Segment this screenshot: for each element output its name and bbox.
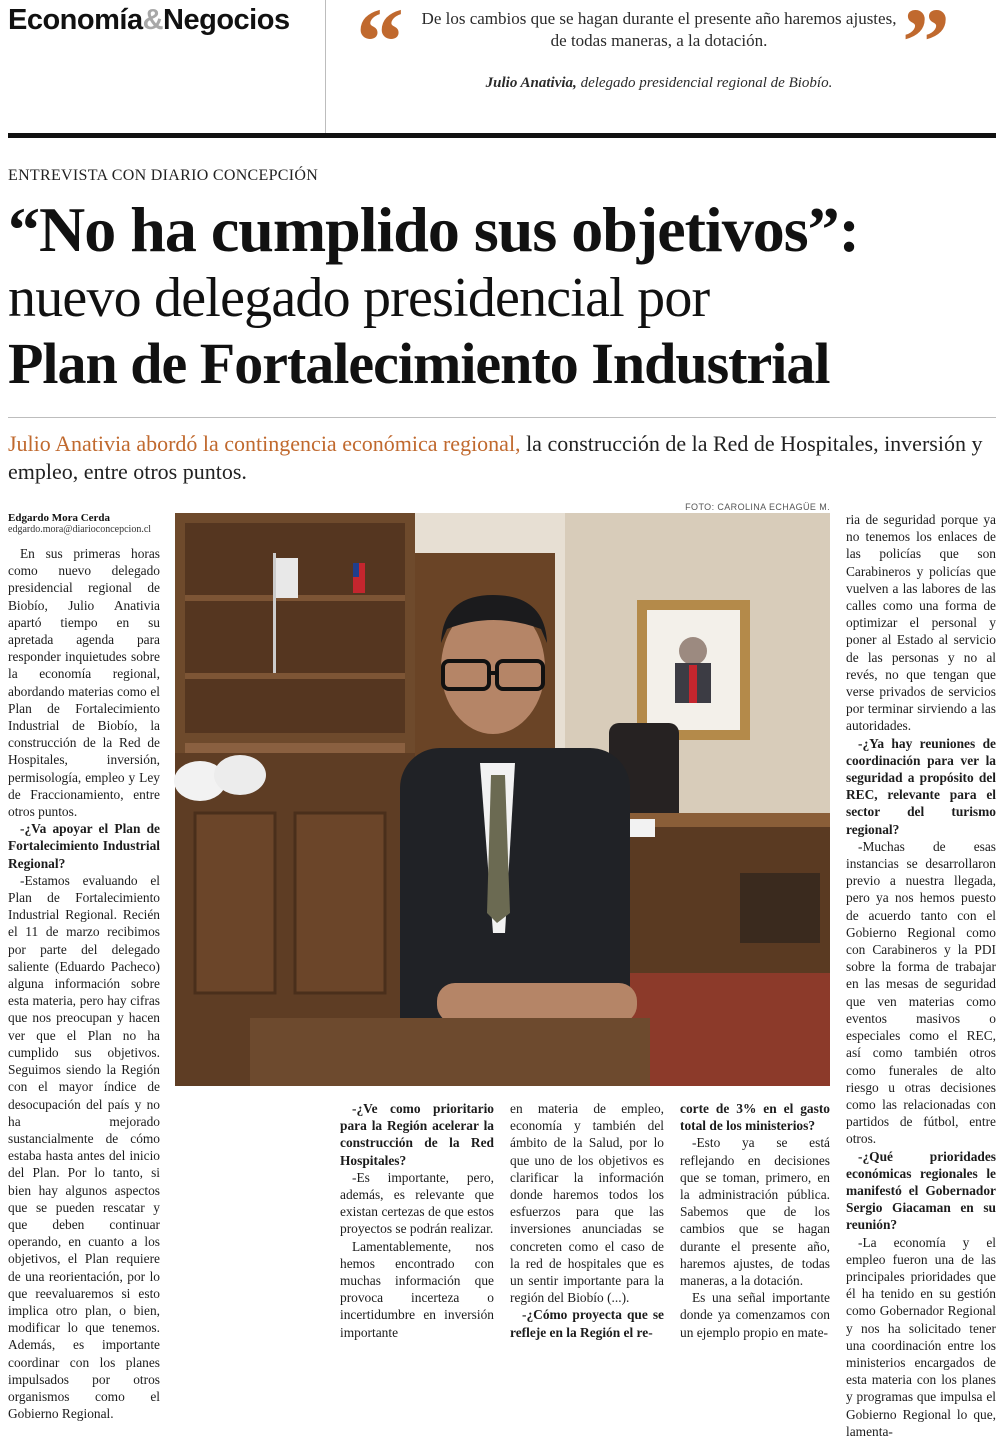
column-5 xyxy=(846,511,996,1440)
section-sub: Negocios xyxy=(163,4,290,36)
section-ampersand: & xyxy=(142,4,164,36)
pull-quote-author xyxy=(400,75,918,92)
deck-rule xyxy=(8,417,996,418)
column-1 xyxy=(8,545,160,1422)
quote-author-name: Julio Anativia, xyxy=(485,75,577,91)
question: -¿Cómo proyecta que se refleje en la Región el re- xyxy=(510,1307,664,1340)
pull-quote-text: De los cambios que se hagan durante el presente año haremos ajustes, de todas maneras, a la dotación. xyxy=(421,9,897,50)
byline-name: Edgardo Mora Cerda xyxy=(8,512,111,524)
section-main: Economía xyxy=(8,4,143,36)
paragraph: Es una señal importante donde ya comenzamos con un ejemplo propio en mate- xyxy=(680,1290,830,1340)
paragraph: ria de seguridad porque ya no tenemos los enlaces de las policías que son Carabineros y policías que vuelven a las labores de las calles como una forma de optimizar el personal y poner al Estado al servicio de las personas y no al revés, no que tengan que verse privados de servicios por terminar sirviendo a las autoridades. xyxy=(846,512,996,734)
headline-line-2: nuevo delegado presidencial por xyxy=(8,267,710,329)
column-3 xyxy=(510,1100,664,1341)
paragraph: en materia de empleo, economía y también del ámbito de la Salud, por lo que uno de los objetivos es clarificar la información donde haremos todos los esfuerzos para que las inversiones anunciadas se concreten como el caso de la red de hospitales que es un sentir importante para la región del Biobío (...). xyxy=(510,1101,664,1306)
paragraph: -Estamos evaluando el Plan de Fortalecimiento Industrial Regional. Recién el 11 de marzo recibimos por parte del delegado saliente (Eduardo Pacheco) alguna información sobre esta materia, pero hay cifras que nos preocupan y hacen ver que el Plan no ha cumplido sus objetivos. Seguimos siendo la Región con el mayor índice de desocupación del país y no ha mejorado sustancialmente de cómo estaba hasta antes del inicio del Plan. Por lo tanto, si bien hay algunos aspectos que se pueden rescatar y que deben continuar operando, en cuanto a los objetivos, el Plan requiere de una reorientación, por lo que reevaluaremos si esto implica otro plan, o bien, modificar lo que tenemos. Además, es importante coordinar con los planes impulsados por otros organismos como el Gobierno Regional. xyxy=(8,872,160,1422)
headline-line-1: “No ha cumplido sus objetivos”: xyxy=(8,194,859,265)
question: corte de 3% en el gasto total de los ministerios? xyxy=(680,1101,830,1134)
question: -¿Va apoyar el Plan de Fortalecimiento Industrial Regional? xyxy=(8,821,160,871)
question: -¿Ya hay reuniones de coordinación para ver la seguridad a propósito del REC, relevante para el sector del turismo regional? xyxy=(846,735,996,837)
open-quote-icon: “ xyxy=(356,0,404,95)
article-kicker: ENTREVISTA CON DIARIO CONCEPCIÓN xyxy=(8,167,319,184)
photo-illustration xyxy=(175,513,830,1086)
paragraph: -Es importante, pero, además, es relevante que existan certezas de que estos proyectos se podrán realizar. xyxy=(340,1169,494,1237)
headline-line-3: Plan de Fortalecimiento Industrial xyxy=(8,331,830,396)
question: -¿Qué prioridades económicas regionales le manifestó el Gobernador Sergio Giacaman en su reunión? xyxy=(846,1148,996,1233)
article-headline xyxy=(8,192,998,400)
column-4 xyxy=(680,1100,830,1341)
deck-accent: Julio Anativia abordó la contingencia económica regional, xyxy=(8,431,521,456)
column-2 xyxy=(340,1100,494,1341)
paragraph: Lamentablemente, nos hemos encontrado con muchas información que provoca incerteza o incertidumbre en inversión importante xyxy=(340,1238,494,1340)
deck-rest: la construcción de la Red de Hospitales, inversión y empleo, entre otros puntos. xyxy=(8,431,983,484)
close-quote-icon: ” xyxy=(902,0,950,95)
paragraph: En sus primeras horas como nuevo delegado presidencial regional de Biobío, Julio Anativia apartó tiempo en su apretada agenda para responder inquietudes sobre la economía regional, abordando materias como el Plan de Fortalecimiento Industrial de Biobío, la construcción de la Red de Hospitales, inversión, permisología, empleo y Ley de Fraccionamiento, entre otros puntos. xyxy=(8,546,160,820)
byline-email: edgardo.mora@diarioconcepcion.cl xyxy=(8,524,152,535)
article-photo xyxy=(175,513,830,1086)
header-divider xyxy=(325,0,326,135)
paragraph: -Esto ya se está reflejando en decisiones que se toman, primero, en la administración pública. Sabemos que de los cambios que se hagan durante el presente año, haremos ajustes, de todas maneras, a la dotación. xyxy=(680,1135,830,1289)
photo-credit: FOTO: CAROLINA ECHAGÜE M. xyxy=(685,502,830,512)
paragraph: -La economía y el empleo fueron una de las principales prioridades que él ha tenido en su gestión como Gobernador Regional y nos ha solicitado tener una coordinación entre los ministerios encargados de esta materia con los planes y programas que impulsa el Gobierno Regional lo que, lamenta- xyxy=(846,1234,996,1439)
article-deck xyxy=(8,430,998,486)
header-rule xyxy=(8,133,996,138)
question: -¿Ve como prioritario para la Región acelerar la construcción de la Red Hospitales? xyxy=(340,1101,494,1168)
section-name xyxy=(8,4,290,37)
quote-author-role: delegado presidencial regional de Biobío. xyxy=(580,75,833,91)
paragraph: -Muchas de esas instancias se desarrollaron previo a nuestra llegada, pero ya nos hemos puesto de acuerdo tanto con el Gobierno Regional como con Carabineros y la PDI sobre la forma de trabajar en las mesas de seguridad que ven materias como eventos masivos o especiales como el REC, así como también otros como funerales de alto riesgo u otras decisiones como las relacionadas con partidos de fútbol, entre otros. xyxy=(846,838,996,1147)
